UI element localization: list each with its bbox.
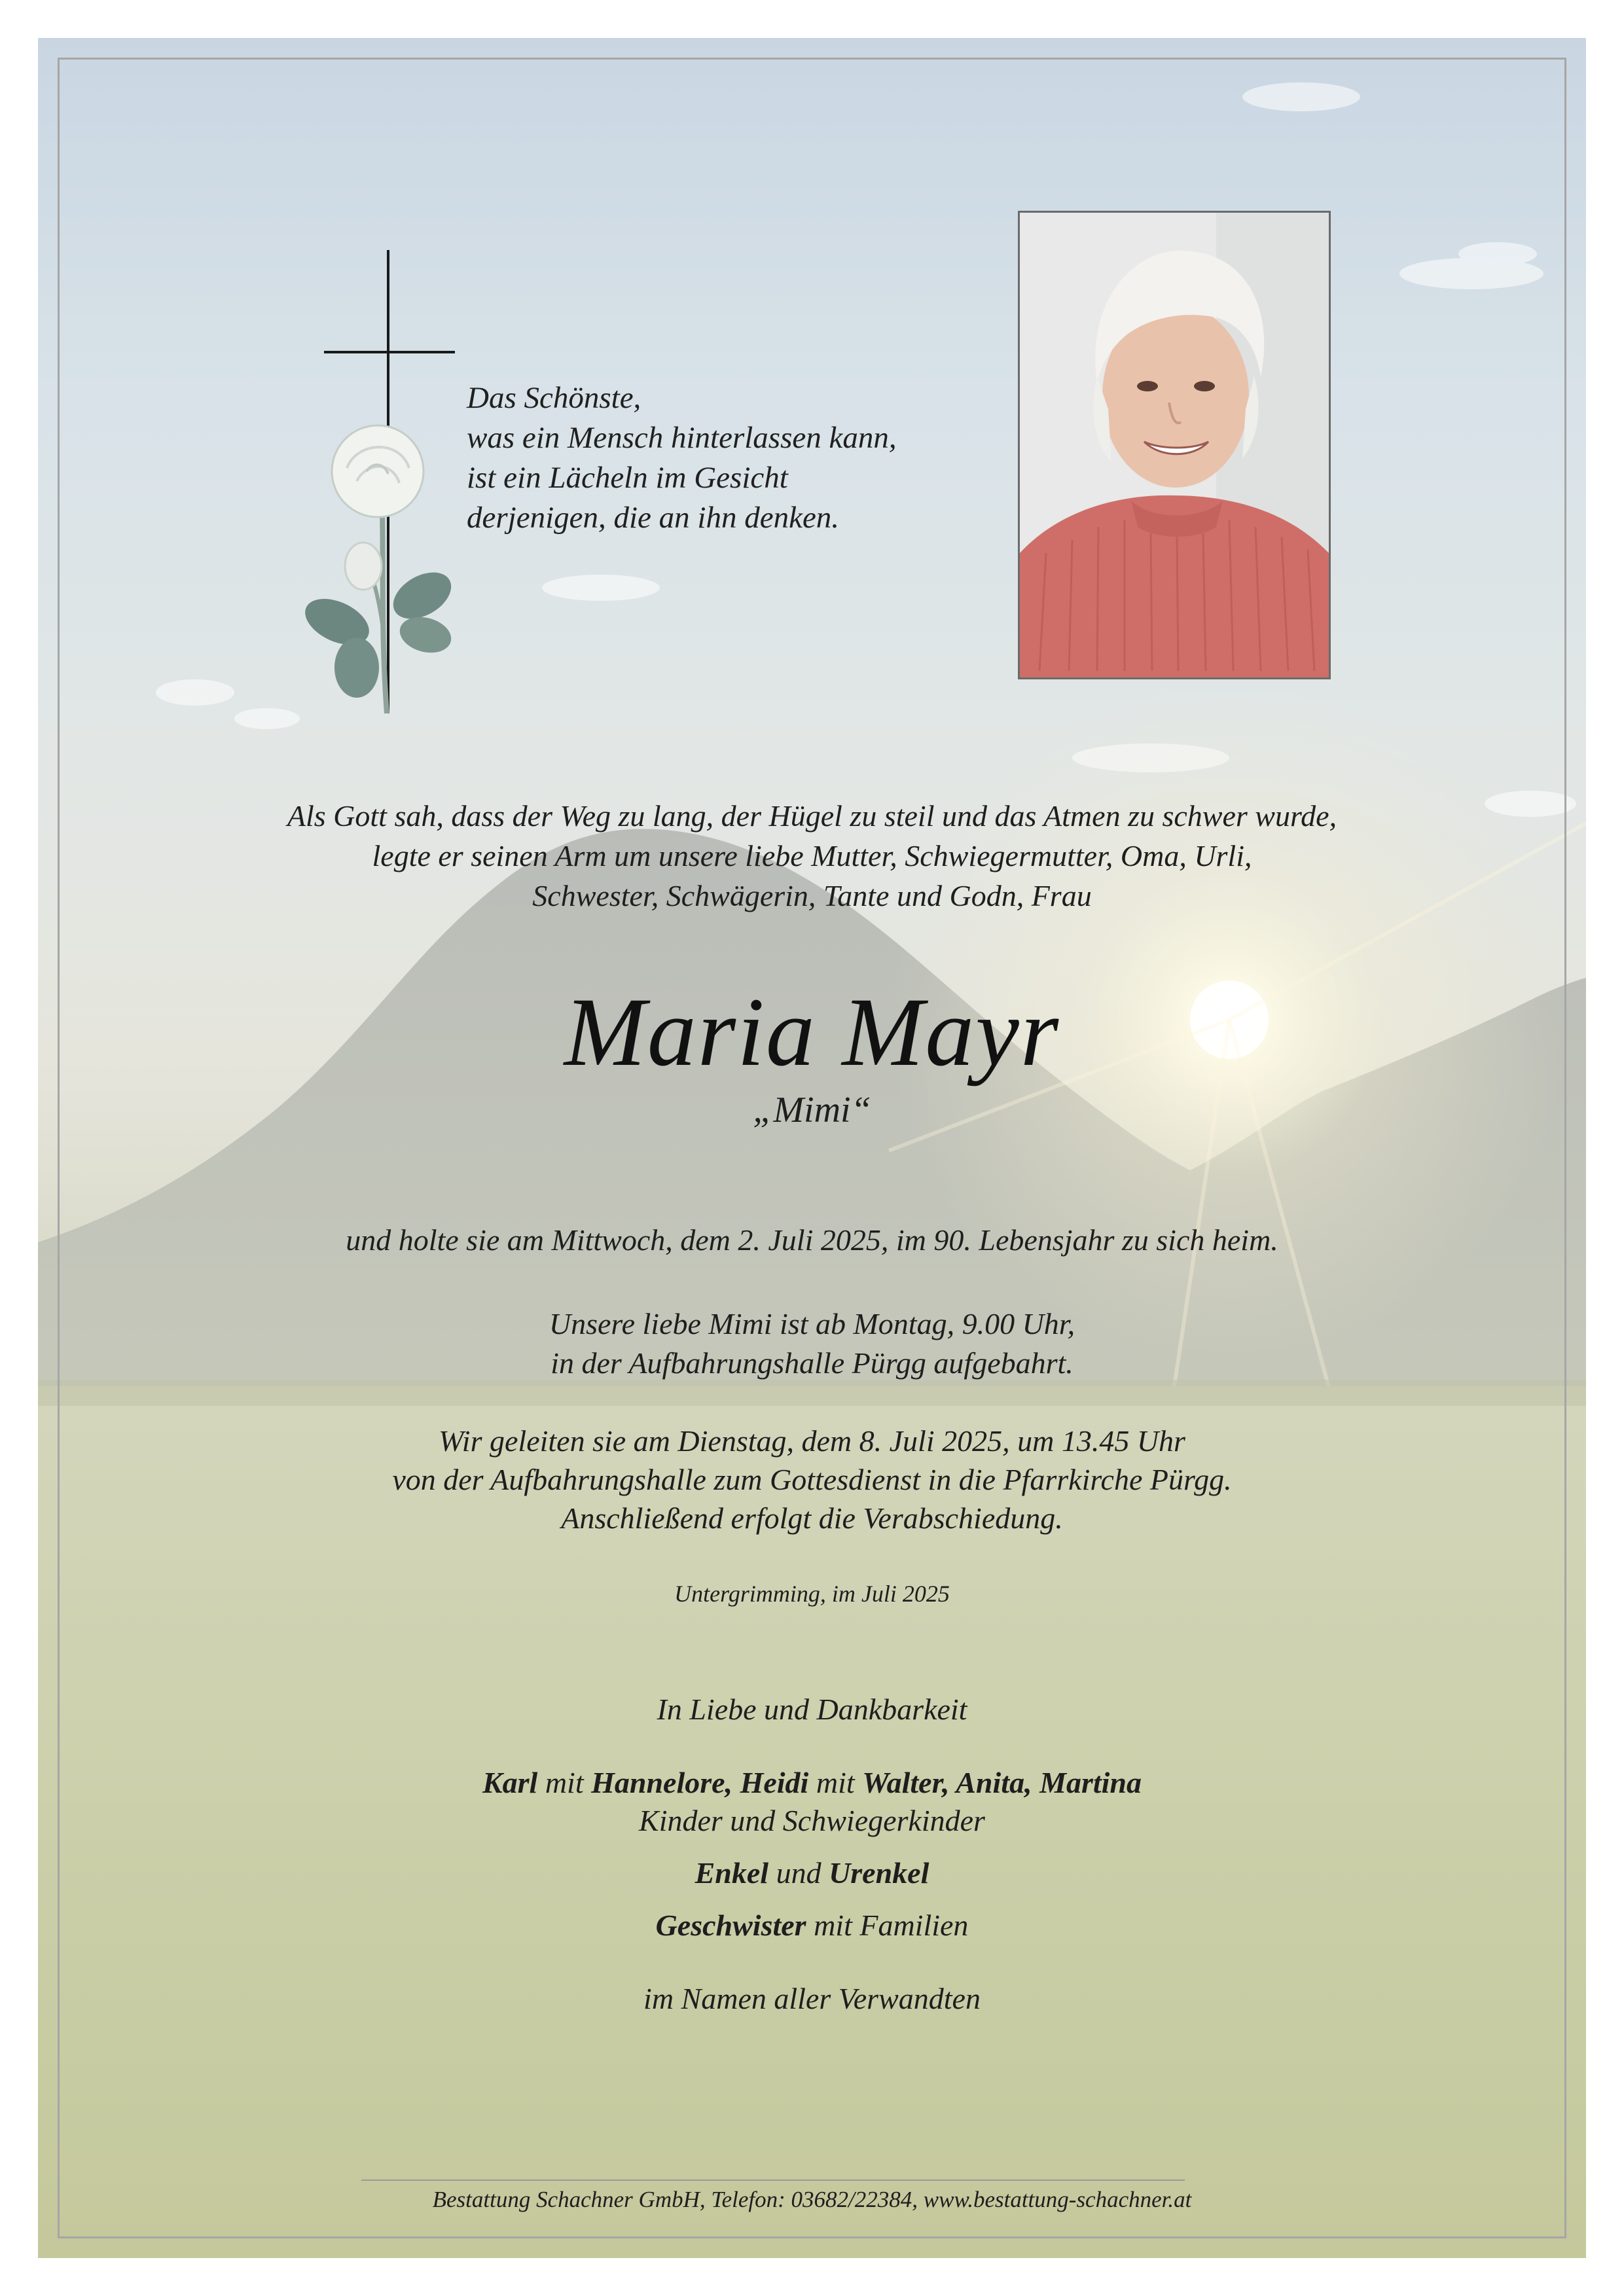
intro-line: Als Gott sah, dass der Weg zu lang, der Hügel zu steil und das Atmen zu schwer wurde,	[287, 799, 1337, 833]
motto-line: derjenigen, die an ihn denken.	[467, 501, 840, 535]
funeral-line: Anschließend erfolgt die Verabschiedung.	[561, 1501, 1063, 1535]
portrait-photo	[1018, 211, 1331, 679]
footer-divider	[361, 2179, 1185, 2181]
lying-in-state-text	[0, 1304, 1624, 1383]
lying-line: Unsere liebe Mimi ist ab Montag, 9.00 Uhr,	[549, 1307, 1075, 1340]
motto-line: was ein Mensch hinterlassen kann,	[467, 421, 897, 455]
white-rose-icon	[298, 425, 459, 713]
geschwister: Geschwister	[655, 1909, 806, 1942]
motto-line: ist ein Lächeln im Gesicht	[467, 461, 788, 495]
lying-line: in der Aufbahrungshalle Pürgg aufgebahrt.	[550, 1346, 1074, 1380]
grandchildren-line	[0, 1854, 1624, 1892]
funeral-text	[0, 1422, 1624, 1537]
urenkel: Urenkel	[829, 1856, 929, 1890]
name-group-2: Walter, Anita, Martina	[862, 1766, 1142, 1799]
deceased-name: Maria Mayr	[564, 978, 1060, 1086]
word-und: und	[768, 1856, 829, 1890]
death-notice: und holte sie am Mittwoch, dem 2. Juli 2025, im 90. Lebensjahr zu sich heim.	[346, 1223, 1278, 1257]
enkel: Enkel	[695, 1856, 769, 1890]
children-names	[0, 1764, 1624, 1802]
deceased-nickname: „Mimi“	[753, 1090, 871, 1130]
name-karl: Karl	[482, 1766, 538, 1799]
word-mit: mit	[808, 1766, 863, 1799]
intro-text	[0, 796, 1624, 916]
children-label: Kinder und Schwiegerkinder	[639, 1804, 985, 1837]
intro-line: legte er seinen Arm um unsere liebe Mutter, Schwiegermutter, Oma, Urli,	[372, 839, 1252, 872]
place-date: Untergrimming, im Juli 2025	[674, 1581, 950, 1607]
mourners-intro: In Liebe und Dankbarkeit	[657, 1693, 967, 1726]
funeral-line: Wir geleiten sie am Dienstag, dem 8. Juli 2025, um 13.45 Uhr	[439, 1424, 1185, 1458]
motto-line: Das Schönste,	[467, 381, 641, 415]
siblings-line	[0, 1907, 1624, 1945]
relatives-line: im Namen aller Verwandten	[643, 1982, 981, 2015]
mit-familien: mit Familien	[806, 1909, 969, 1942]
motto-poem	[467, 378, 925, 538]
footer-undertaker: Bestattung Schachner GmbH, Telefon: 03682/22384, www.bestattung-schachner.at	[432, 2187, 1192, 2212]
name-group-1: Hannelore, Heidi	[591, 1766, 809, 1799]
word-mit: mit	[537, 1766, 592, 1799]
funeral-line: von der Aufbahrungshalle zum Gottesdienst in die Pfarrkirche Pürgg.	[392, 1463, 1232, 1496]
children-block	[0, 1764, 1624, 1840]
rose-cross-illustration	[232, 209, 494, 726]
intro-line: Schwester, Schwägerin, Tante und Godn, Frau	[532, 879, 1092, 912]
